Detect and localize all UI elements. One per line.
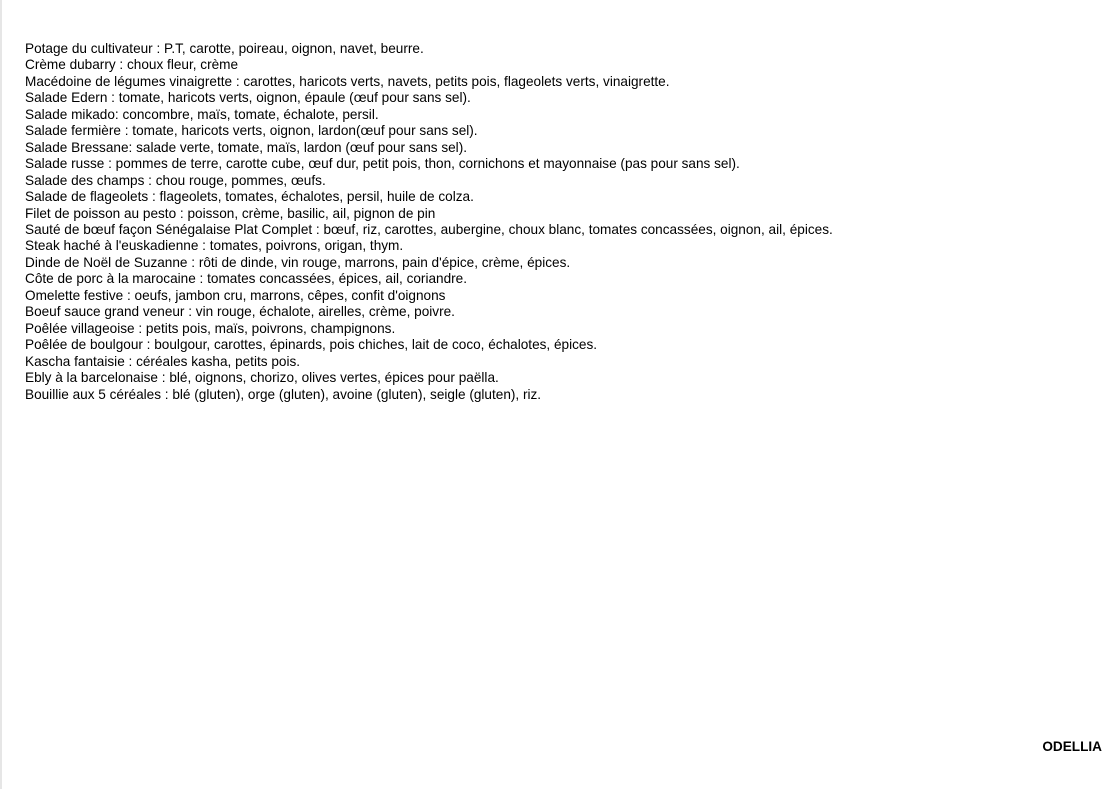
list-item: Poêlée villageoise : petits pois, maïs, poivrons, champignons. xyxy=(25,320,396,336)
list-item: Salade des champs : chou rouge, pommes, œufs. xyxy=(25,172,326,188)
list-item: Salade Bressane: salade verte, tomate, maïs, lardon (œuf pour sans sel). xyxy=(25,139,468,155)
list-item: Salade russe : pommes de terre, carotte cube, œuf dur, petit pois, thon, cornichons et mayonnaise (pas pour sans sel). xyxy=(25,156,740,172)
list-item: Bouillie aux 5 céréales : blé (gluten), orge (gluten), avoine (gluten), seigle (gluten), riz. xyxy=(25,386,542,402)
list-item: Côte de porc à la marocaine : tomates concassées, épices, ail, coriandre. xyxy=(25,271,468,287)
list-item: Crème dubarry : choux fleur, crème xyxy=(25,57,239,73)
list-item: Omelette festive : oeufs, jambon cru, marrons, cêpes, confit d'oignons xyxy=(25,287,446,303)
list-item: Sauté de bœuf façon Sénégalaise Plat Complet : bœuf, riz, carottes, aubergine, choux blanc, tomates concassées, oignon, ail, épices. xyxy=(25,221,833,237)
list-item: Filet de poisson au pesto : poisson, crème, basilic, ail, pignon de pin xyxy=(25,205,436,221)
list-item: Macédoine de légumes vinaigrette : carottes, haricots verts, navets, petits pois, flageolets verts, vinaigrette. xyxy=(25,73,670,89)
list-item: Salade Edern : tomate, haricots verts, oignon, épaule (œuf pour sans sel). xyxy=(25,90,471,106)
recipe-ingredient-list xyxy=(25,41,1105,403)
list-item: Boeuf sauce grand veneur : vin rouge, échalote, airelles, crème, poivre. xyxy=(25,304,455,320)
list-item: Poêlée de boulgour : boulgour, carottes, épinards, pois chiches, lait de coco, échalotes, épices. xyxy=(25,337,598,353)
list-item: Salade fermière : tomate, haricots verts, oignon, lardon(œuf pour sans sel). xyxy=(25,123,478,139)
list-item: Steak haché à l'euskadienne : tomates, poivrons, origan, thym. xyxy=(25,238,404,254)
list-item: Kascha fantaisie : céréales kasha, petits pois. xyxy=(25,353,301,369)
list-item: Salade de flageolets : flageolets, tomates, échalotes, persil, huile de colza. xyxy=(25,189,474,205)
list-item: Salade mikado: concombre, maïs, tomate, échalote, persil. xyxy=(25,106,379,122)
page-left-border xyxy=(0,0,2,789)
list-item: Potage du cultivateur : P.T, carotte, poireau, oignon, navet, beurre. xyxy=(25,41,424,56)
list-item: Ebly à la barcelonaise : blé, oignons, chorizo, olives vertes, épices pour paëlla. xyxy=(25,370,499,386)
footer-brand-name: ODELLIA xyxy=(1042,739,1102,754)
list-item: Dinde de Noël de Suzanne : rôti de dinde, vin rouge, marrons, pain d'épice, crème, épices. xyxy=(25,254,571,270)
